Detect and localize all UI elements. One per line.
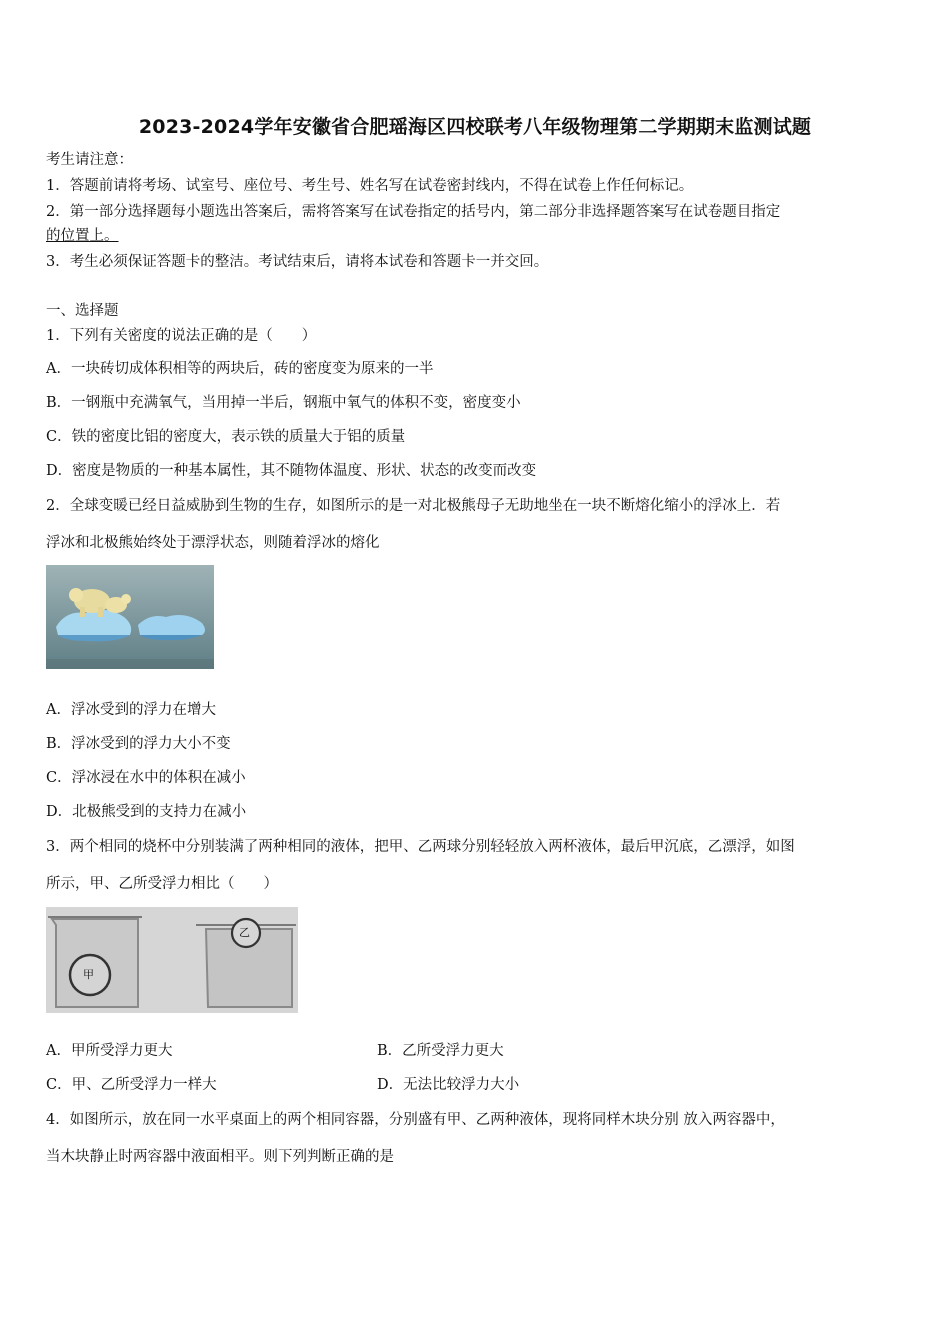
notice-item-2: 2．第一部分选择题每小题选出答案后，需将答案写在试卷指定的括号内，第二部分非选择题答案写在试卷题目指定 bbox=[46, 204, 781, 220]
q3-option-d: D．无法比较浮力大小 bbox=[377, 1077, 520, 1093]
q2-option-b: B．浮冰受到的浮力大小不变 bbox=[46, 736, 231, 752]
q1-option-a: A．一块砖切成体积相等的两块后，砖的密度变为原来的一半 bbox=[46, 361, 434, 377]
q3-option-b: B．乙所受浮力更大 bbox=[377, 1043, 504, 1059]
notice-item-2-cont: 的位置上。 bbox=[46, 228, 119, 244]
ball-jia-label: 甲 bbox=[83, 968, 94, 981]
q4-stem: 4．如图所示，放在同一水平桌面上的两个相同容器，分别盛有甲、乙两种液体，现将同样木块分别 放入两容器中， bbox=[46, 1112, 785, 1128]
q1-option-c: C．铁的密度比铝的密度大，表示铁的质量大于铝的质量 bbox=[46, 429, 406, 445]
q1-stem: 1．下列有关密度的说法正确的是（ ） bbox=[46, 328, 317, 344]
q3-option-c: C．甲、乙所受浮力一样大 bbox=[46, 1077, 217, 1093]
q1-option-d: D．密度是物质的一种基本属性，其不随物体温度、形状、状态的改变而改变 bbox=[46, 463, 537, 479]
q1-option-b: B．一钢瓶中充满氧气，当用掉一半后，钢瓶中氧气的体积不变，密度变小 bbox=[46, 395, 521, 411]
q2-stem: 2．全球变暖已经日益威胁到生物的生存，如图所示的是一对北极熊母子无助地坐在一块不断熔化缩小的浮冰上．若 bbox=[46, 498, 781, 514]
polar-bear-ice-photo bbox=[46, 565, 214, 669]
q2-option-c: C．浮冰浸在水中的体积在减小 bbox=[46, 770, 246, 786]
notice-item-1: 1．答题前请将考场、试室号、座位号、考生号、姓名写在试卷密封线内，不得在试卷上作任何标记。 bbox=[46, 178, 694, 194]
q2-option-a: A．浮冰受到的浮力在增大 bbox=[46, 702, 216, 718]
q3-option-a: A．甲所受浮力更大 bbox=[46, 1043, 173, 1059]
section-heading: 一、选择题 bbox=[46, 303, 119, 319]
page-title: 2023-2024学年安徽省合肥瑶海区四校联考八年级物理第二学期期末监测试题 bbox=[138, 116, 812, 138]
q2-stem-cont: 浮冰和北极熊始终处于漂浮状态，则随着浮冰的熔化 bbox=[46, 535, 380, 551]
notice-heading: 考生请注意： bbox=[46, 152, 133, 168]
beakers-figure bbox=[46, 907, 298, 1013]
notice-item-3: 3．考生必须保证答题卡的整洁。考试结束后，请将本试卷和答题卡一并交回。 bbox=[46, 254, 549, 270]
ball-yi-label: 乙 bbox=[239, 926, 250, 939]
q4-stem-cont: 当木块静止时两容器中液面相平。则下列判断正确的是 bbox=[46, 1149, 394, 1165]
q3-stem: 3．两个相同的烧杯中分别装满了两种相同的液体，把甲、乙两球分别轻轻放入两杯液体，最后甲沉底，乙漂浮，如图 bbox=[46, 839, 795, 855]
q2-option-d: D．北极熊受到的支持力在减小 bbox=[46, 804, 247, 820]
q3-stem-cont: 所示，甲、乙所受浮力相比（ ） bbox=[46, 876, 278, 892]
